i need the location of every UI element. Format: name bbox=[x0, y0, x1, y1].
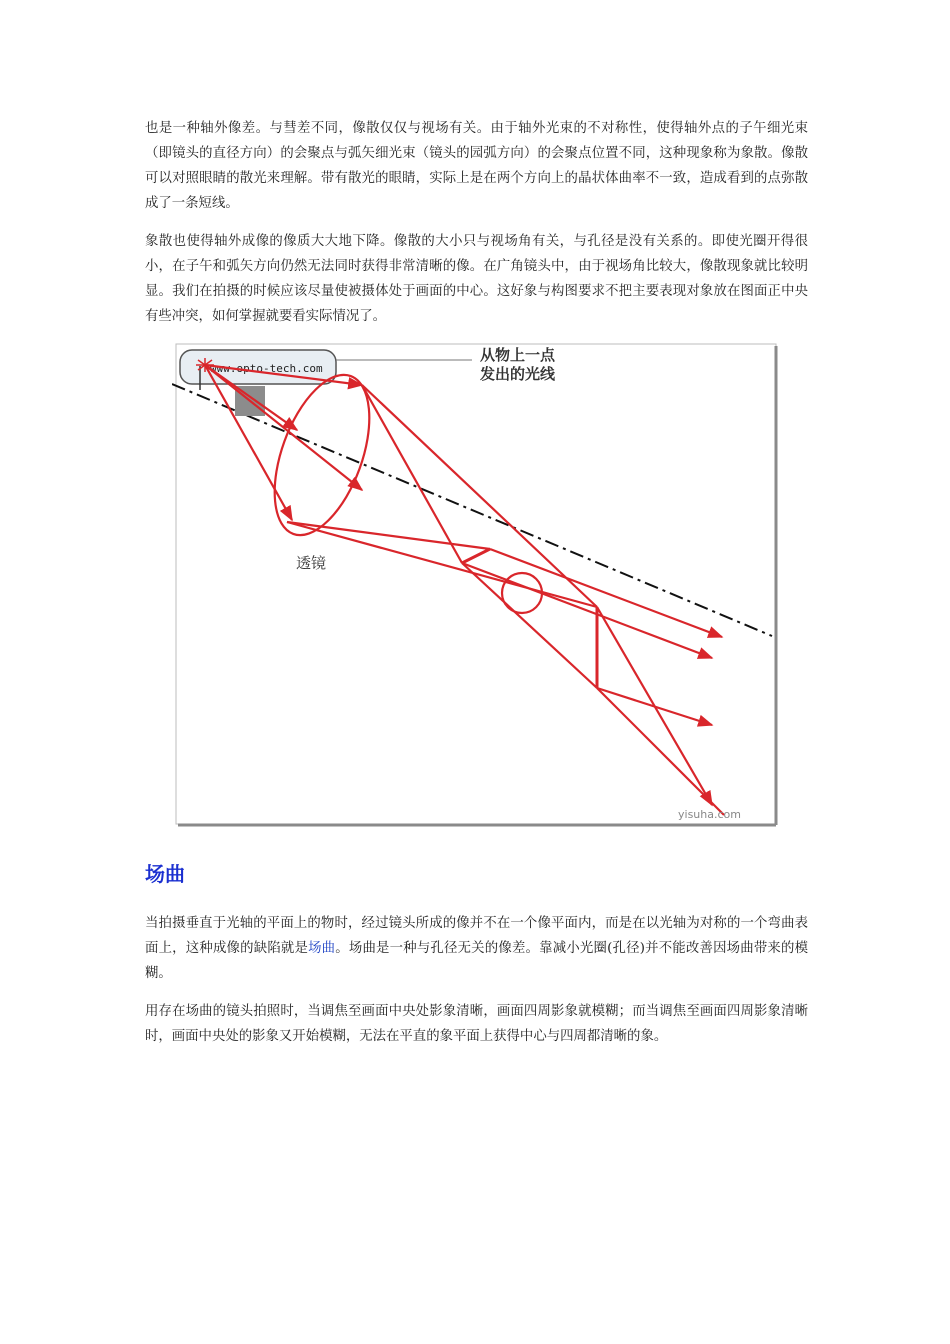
p3-text-after: 。场曲是一种与孔径无关的像差。靠减小光圈(孔径)并不能改善因场曲带来的模糊。 bbox=[145, 941, 809, 981]
paragraph-astigmatism-intro: 也是一种轴外像差。与彗差不同，像散仅仅与视场有关。由于轴外光束的不对称性，使得轴外点的子午细光束（即镜头的直径方向）的会聚点与弧矢细光束（镜头的园弧方向）的会聚点位置不同，这种现象称为象散。像散可以对照眼睛的散光来理解。带有散光的眼睛，实际上是在两个方向上的晶状体曲率不一致，造成看到的点弥散成了一条短线。 bbox=[145, 121, 808, 211]
field-curvature-link[interactable]: 场曲 bbox=[308, 941, 336, 956]
paragraph-field-curvature-intro bbox=[145, 911, 808, 986]
section-heading-field-curvature: 场曲 bbox=[145, 862, 185, 886]
callout-label-1: 从物上一点 bbox=[480, 346, 556, 364]
lens-label: 透镜 bbox=[296, 554, 327, 572]
paragraph-field-curvature-effect: 用存在场曲的镜头拍照时，当调焦至画面中央处影象清晰，画面四周影象就模糊；而当调焦至画面四周影象清晰时，画面中央处的影象又开始模糊，无法在平直的象平面上获得中心与四周都清晰的象。 bbox=[145, 1004, 808, 1044]
callout-label-2: 发出的光线 bbox=[480, 365, 556, 383]
watermark: yisuha.com bbox=[678, 808, 741, 821]
p3-text-before: 当拍摄垂直于光轴的平面上的物时，经过镜头所成的像并不在一个像平面内，而是在以光轴为对称的一个弯曲表面上，这种成像的缺陷就是 bbox=[145, 916, 808, 956]
astigmatism-diagram bbox=[172, 340, 780, 830]
paragraph-astigmatism-effect: 象散也使得轴外成像的像质大大地下降。像散的大小只与视场角有关，与孔径是没有关系的。即使光圈开得很小，在子午和弧矢方向仍然无法同时获得非常清晰的像。在广角镜头中，由于视场角比较大，像散现象就比较明显。我们在拍摄的时候应该尽量使被摄体处于画面的中心。这好象与构图要求不把主要表现对象放在图面正中央有些冲突，如何掌握就要看实际情况了。 bbox=[145, 234, 808, 324]
svg-text:www.opto-tech.com: www.opto-tech.com bbox=[210, 362, 323, 375]
